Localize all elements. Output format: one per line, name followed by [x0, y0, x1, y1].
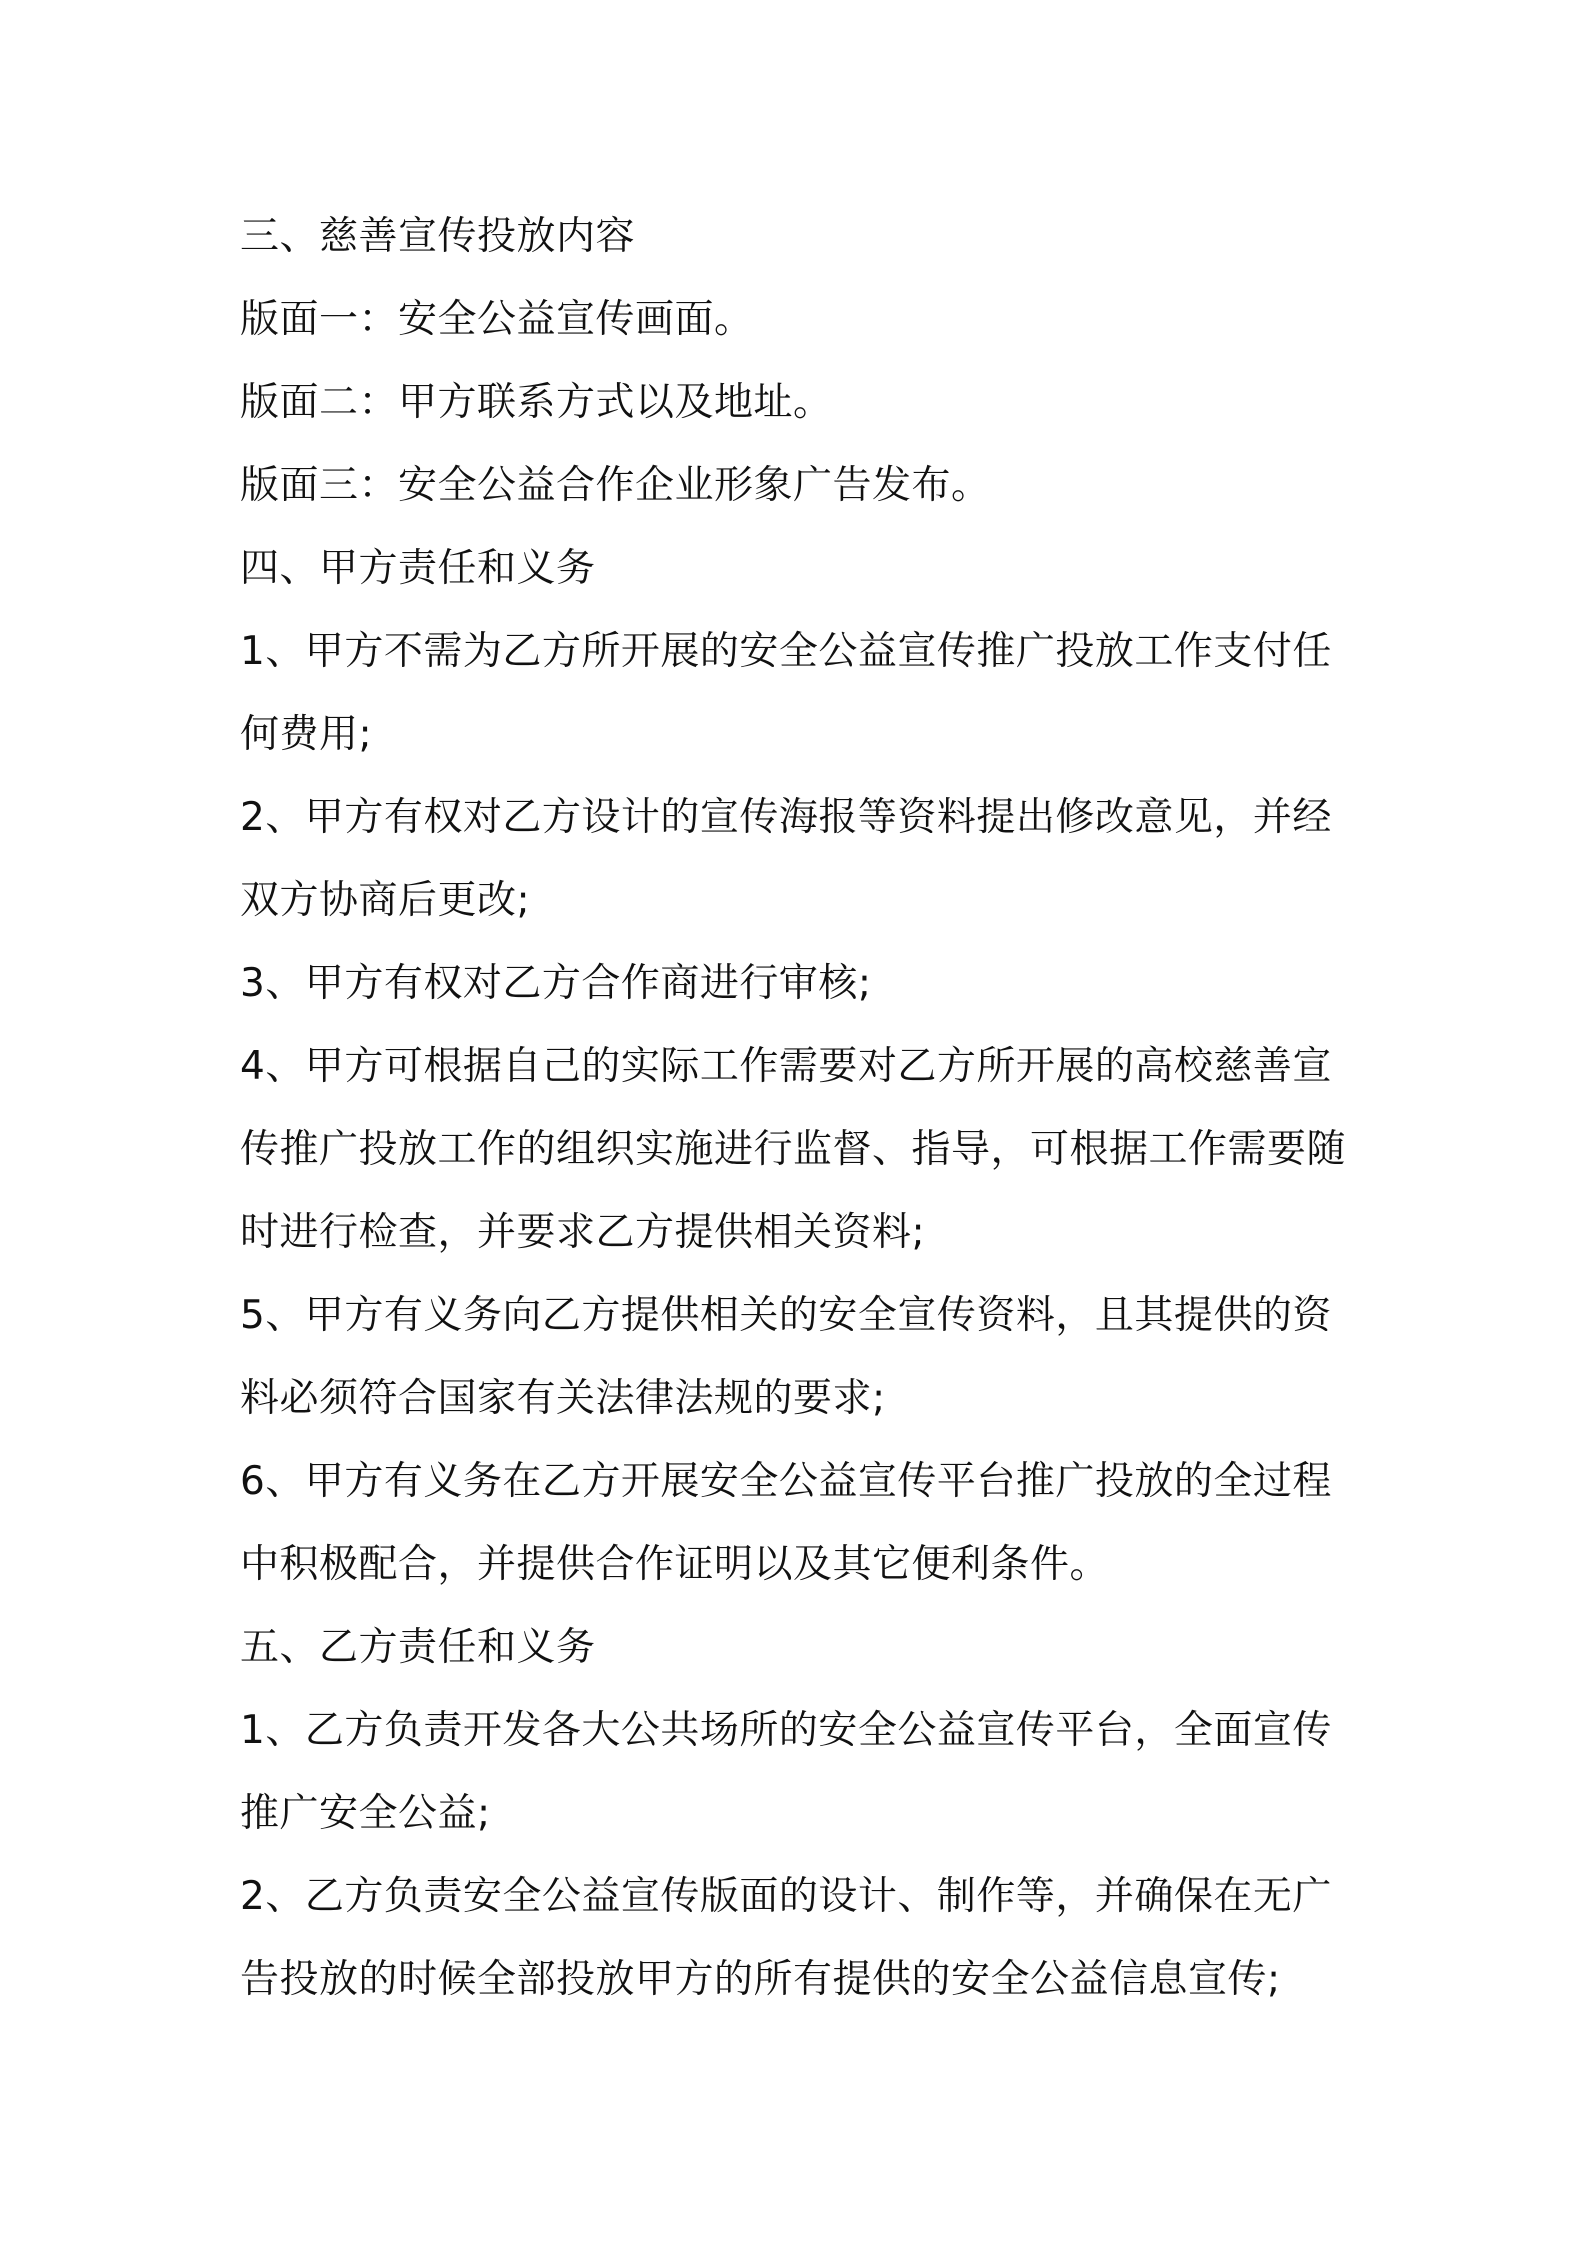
section-heading-4: 四、甲方责任和义务	[240, 546, 596, 591]
party-a-item-1-line-1: 1、甲方不需为乙方所开展的安全公益宣传推广投放工作支付任	[240, 629, 1332, 674]
party-a-item-6-line-1: 6、甲方有义务在乙方开展安全公益宣传平台推广投放的全过程	[240, 1459, 1332, 1504]
party-a-item-4-line-3: 时进行检查，并要求乙方提供相关资料;	[240, 1210, 926, 1255]
party-a-item-5-line-1: 5、甲方有义务向乙方提供相关的安全宣传资料，且其提供的资	[240, 1293, 1332, 1338]
document-body	[240, 195, 1360, 2021]
party-b-item-1-line-1: 1、乙方负责开发各大公共场所的安全公益宣传平台，全面宣传	[240, 1708, 1332, 1753]
party-a-item-5-line-2: 料必须符合国家有关法律法规的要求;	[240, 1376, 886, 1421]
party-b-item-2-line-1: 2、乙方负责安全公益宣传版面的设计、制作等，并确保在无广	[240, 1874, 1332, 1919]
party-b-item-1-line-2: 推广安全公益;	[240, 1791, 491, 1836]
party-a-item-4-line-1: 4、甲方可根据自己的实际工作需要对乙方所开展的高校慈善宣	[240, 1044, 1332, 1089]
layout-item-1: 版面一：安全公益宣传画面。	[240, 297, 754, 342]
layout-item-3: 版面三：安全公益合作企业形象广告发布。	[240, 463, 991, 508]
layout-item-2: 版面二：甲方联系方式以及地址。	[240, 380, 833, 425]
party-b-item-2-line-2: 告投放的时候全部投放甲方的所有提供的安全公益信息宣传;	[240, 1957, 1281, 2002]
party-a-item-2-line-1: 2、甲方有权对乙方设计的宣传海报等资料提出修改意见，并经	[240, 795, 1332, 840]
section-heading-3: 三、慈善宣传投放内容	[240, 214, 636, 259]
party-a-item-3: 3、甲方有权对乙方合作商进行审核;	[240, 961, 872, 1006]
party-a-item-2-line-2: 双方协商后更改;	[240, 878, 531, 923]
section-heading-5: 五、乙方责任和义务	[240, 1625, 596, 1670]
party-a-item-6-line-2: 中积极配合，并提供合作证明以及其它便利条件。	[240, 1542, 1110, 1587]
party-a-item-4-line-2: 传推广投放工作的组织实施进行监督、指导，可根据工作需要随	[240, 1127, 1347, 1172]
party-a-item-1-line-2: 何费用;	[240, 712, 373, 757]
